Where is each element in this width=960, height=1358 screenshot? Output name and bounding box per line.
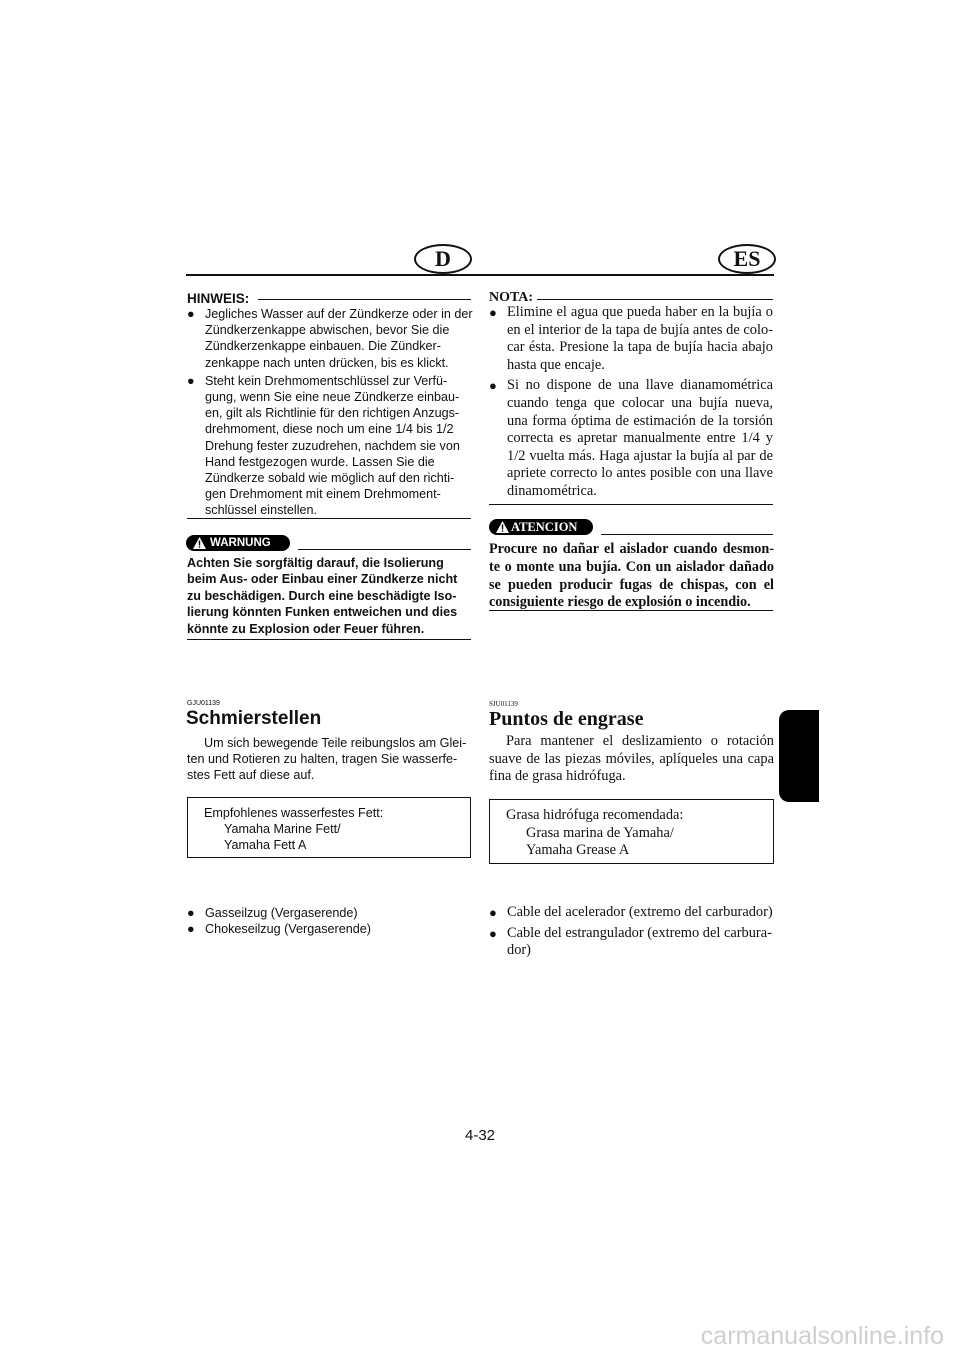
bullet-icon: ● (187, 922, 195, 937)
de-warning-badge (186, 535, 290, 551)
de-box-line-1: Yamaha Marine Fett/ (224, 822, 341, 837)
es-point-2: Cable del estrangulador (extremo del carbura-dor) (507, 924, 772, 959)
page-number: 4-32 (464, 1127, 496, 1144)
list-item (187, 905, 473, 921)
es-section-body: Para mantener el deslizamiento o rotación suave de las piezas móviles, aplíqueles una capa fina de grasa hidrófuga. (489, 733, 774, 785)
list-item (187, 306, 473, 371)
bullet-icon: ● (187, 373, 195, 388)
de-note-title: HINWEIS: (187, 291, 250, 306)
de-box-line-2: Yamaha Fett A (224, 838, 307, 853)
es-warning-badge (489, 519, 593, 535)
es-grease-box (489, 799, 774, 864)
es-box-line-1: Grasa marina de Yamaha/ (526, 824, 674, 841)
de-note-rule-top (258, 299, 471, 300)
es-box-title: Grasa hidrófuga recomendada: (506, 807, 684, 823)
list-item (187, 921, 473, 937)
chapter-thumb-tab (779, 710, 819, 802)
de-warning-text: Achten Sie sorgfältig darauf, die Isolierung beim Aus- oder Einbau einer Zündkerze nicht zu beschädigen. Durch eine beschädigte Iso-lierung könnten Funken entweichen und dies könnte zu Explosion oder Feuer führen. (187, 556, 458, 636)
es-warning-rule-top (601, 534, 773, 535)
es-note-rule-top (537, 299, 773, 300)
es-note-title: NOTA: (489, 290, 534, 305)
bullet-icon: ● (489, 378, 497, 394)
lang-badge-es: ES (718, 244, 776, 274)
es-section-code: SJU01139 (489, 700, 518, 708)
list-item (489, 304, 773, 374)
de-note-rule-bottom (187, 518, 471, 519)
de-box-title: Empfohlenes wasserfestes Fett: (204, 806, 384, 820)
bullet-icon: ● (187, 307, 195, 321)
es-section-title: Puntos de engrase (489, 708, 644, 730)
es-warning-rule-bottom (489, 610, 773, 611)
es-note-item-2: Si no dispone de una llave dianamométrica cuando tenga que colocar una bujía nueva, una forma óptima de estimación de la torsión correcta es apretar manualmente entre 1/4 y 1/2 vuelta más. Haga ajustar la bujía al par de apriete correcto lo antes posible con una llave dinamométrica. (507, 377, 773, 499)
de-note-item-2: Steht kein Drehmomentschlüssel zur Verfü-gung, wenn Sie eine neue Zündkerze einbau-en, gilt als Richtlinie für den richtigen Anzugs-drehmoment, diese noch um eine 1/4 bis 1/2 Drehung fester zuzudrehen, nachdem sie von Hand festgezogen wurde. Lassen Sie die Zündkerze sobald wie möglich auf den richti-gen Drehmoment mit einem Drehmoment-schlüssel einstellen. (205, 373, 460, 518)
de-section-body: Um sich bewegende Teile reibungslos am Glei-ten und Rotieren zu halten, tragen Sie wasserfe-stes Fett auf diese auf. (187, 736, 467, 783)
es-point-1: Cable del acelerador (extremo del carburador) (507, 904, 773, 920)
warning-triangle-icon (496, 521, 509, 533)
es-note-rule-bottom (489, 504, 773, 505)
watermark-link[interactable]: carmanualsonline.info (700, 1322, 944, 1350)
list-item (489, 925, 774, 960)
de-warning-rule-top (298, 549, 471, 550)
de-point-1: Gasseilzug (Vergaserende) (205, 906, 358, 920)
de-grease-box (187, 797, 471, 858)
bullet-icon: ● (489, 925, 497, 941)
de-section-code: GJU01139 (187, 700, 220, 707)
de-points-list (187, 905, 473, 937)
list-item (489, 904, 774, 922)
de-point-2: Chokeseilzug (Vergaserende) (205, 922, 371, 937)
de-section-title: Schmierstellen (186, 708, 322, 729)
es-box-line-2: Yamaha Grease A (526, 842, 630, 859)
warning-triangle-icon (193, 537, 206, 549)
lang-badge-de: D (414, 244, 472, 274)
es-note-item-1: Elimine el agua que pueda haber en la bujía o en el interior de la tapa de bujía antes de colo-car ésta. Presione la tapa de bujía hacia abajo hasta que encaje. (507, 304, 773, 373)
es-note-list (489, 304, 773, 501)
de-warning-label: WARNUNG (210, 537, 271, 549)
list-item (187, 373, 473, 519)
bullet-icon: ● (187, 906, 195, 920)
de-note-item-1: Jegliches Wasser auf der Zündkerze oder in der Zündkerzenkappe abwischen, bevor Sie die Zündkerzenkappe einbauen. Die Zündker-zenkappe nach unten drücken, bis es klickt. (205, 307, 473, 370)
bullet-icon: ● (489, 905, 497, 920)
es-warning-text: Procure no dañar el aislador cuando desmon-te o monte una bujía. Con un aislador dañado se pueden producir fugas de chispas, con el consiguiente riesgo de explosión o incendio. (489, 541, 774, 611)
list-item (489, 377, 773, 500)
bullet-icon: ● (489, 305, 497, 320)
es-points-list (489, 904, 774, 960)
header-rule (186, 274, 774, 276)
de-warning-rule-bottom (187, 639, 471, 640)
de-note-list (187, 306, 473, 519)
es-warning-label: ATENCION (511, 520, 578, 534)
